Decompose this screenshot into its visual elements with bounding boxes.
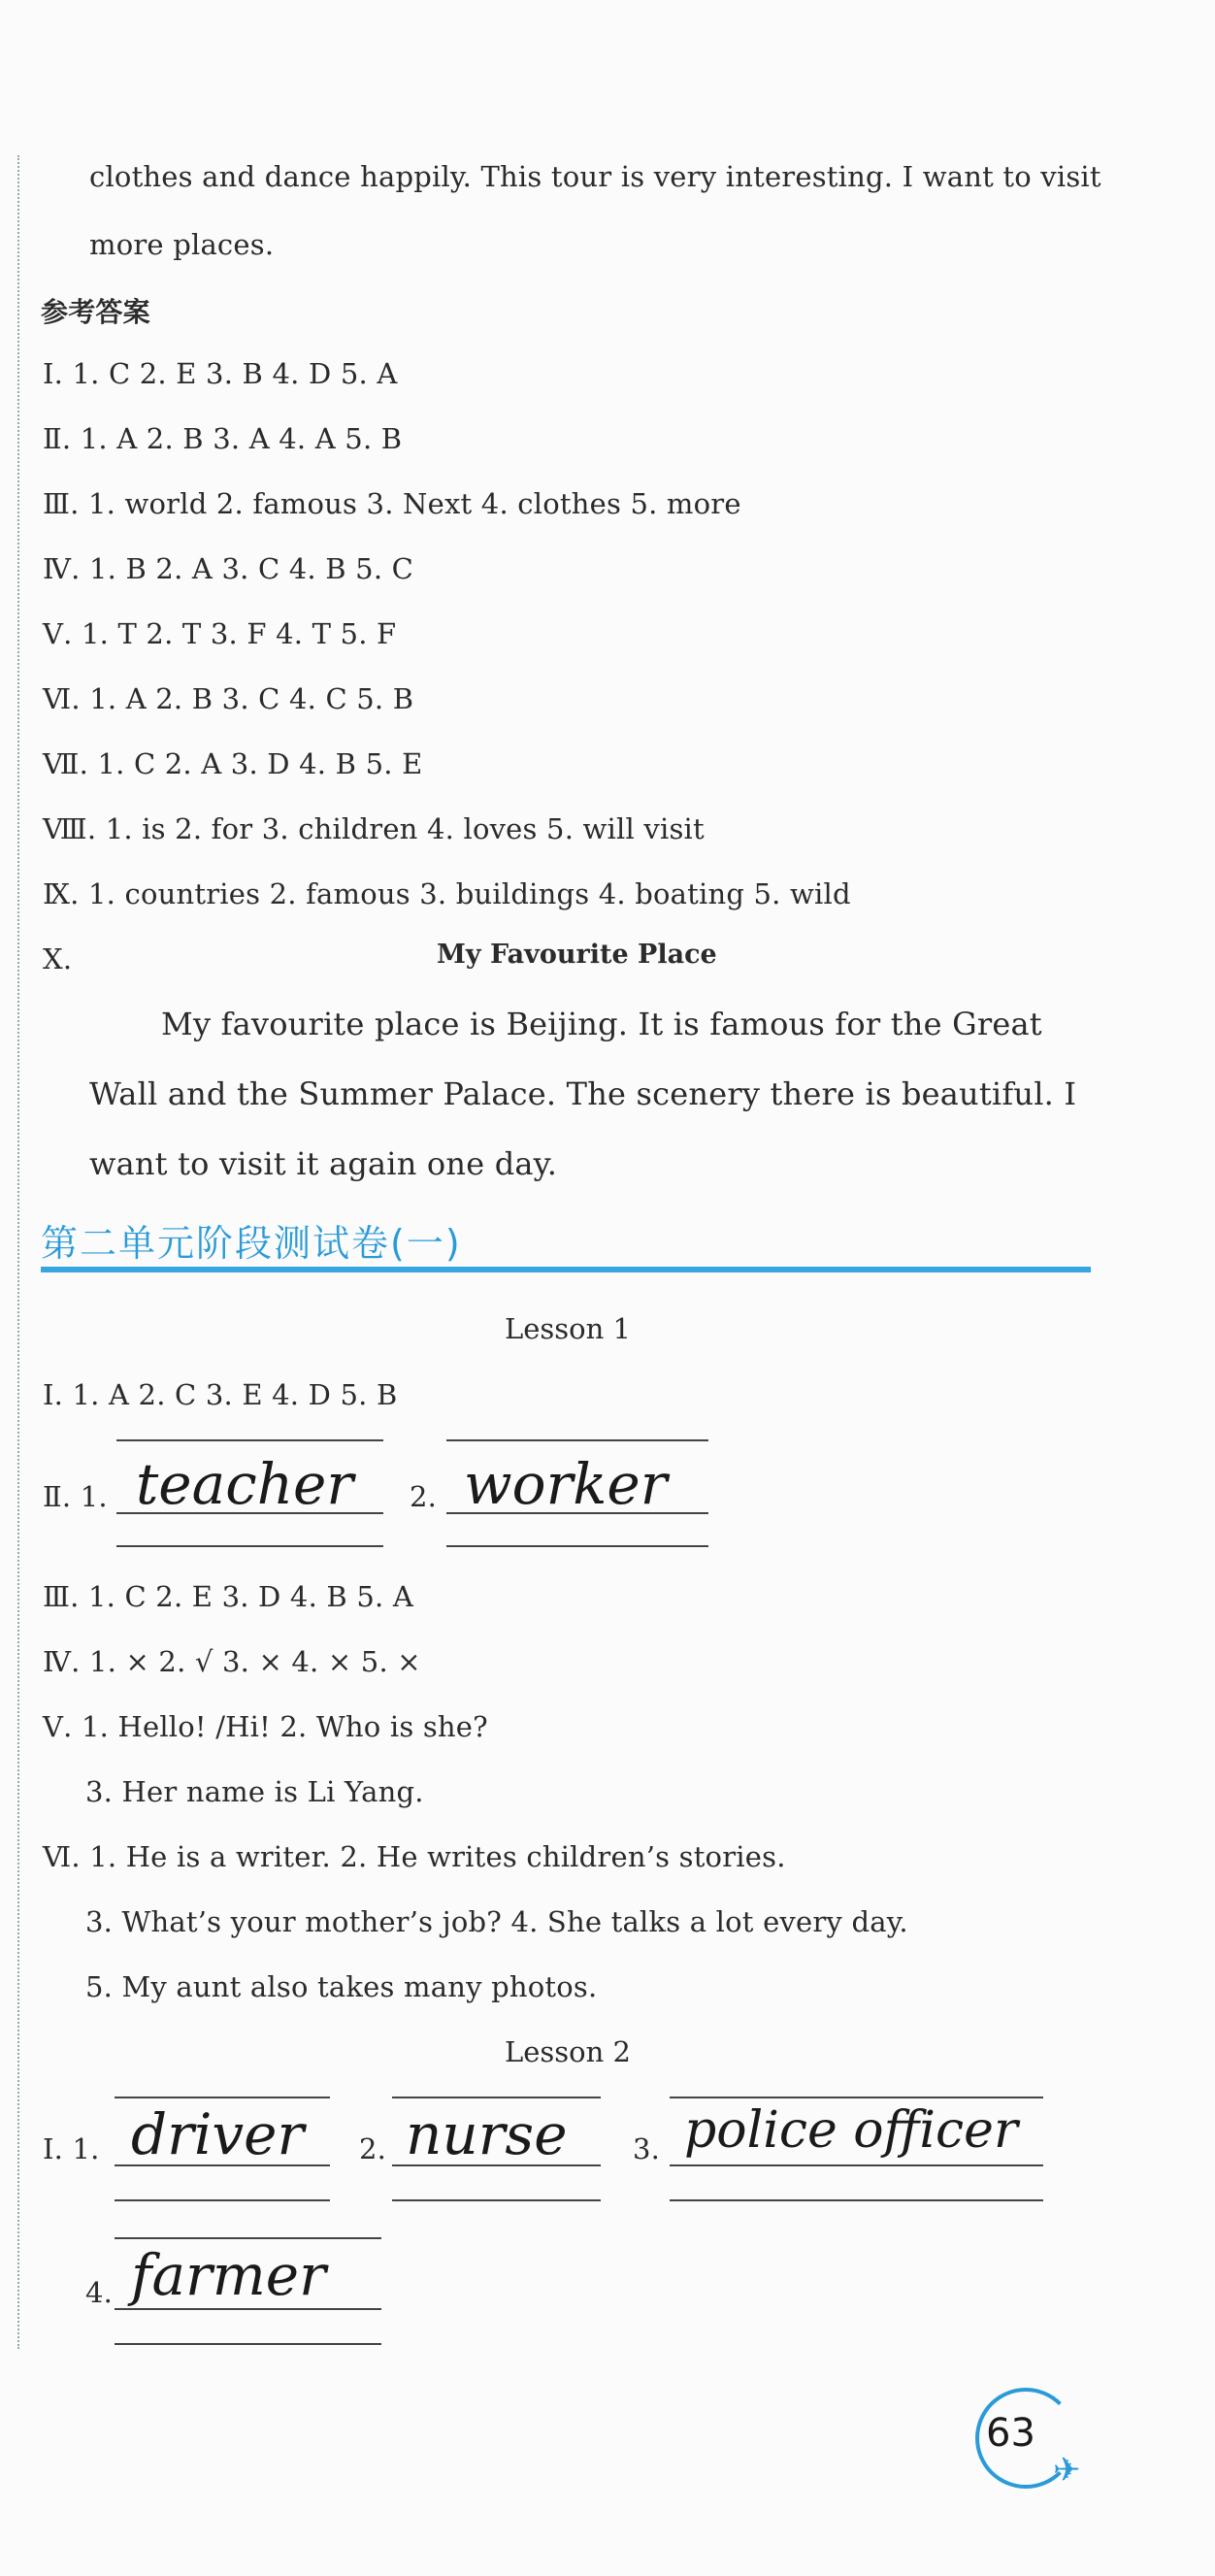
answers-heading: 参考答案: [41, 296, 150, 328]
essay-label: Ⅹ.: [43, 942, 73, 975]
essay-line-3: want to visit it again one day.: [89, 1145, 558, 1182]
writing-guide-line: [670, 2097, 1043, 2098]
binding-dotted-line: [17, 155, 19, 2349]
lesson-1-title: Lesson 1: [505, 1312, 631, 1345]
writing-guide-line: [446, 1439, 708, 1441]
writing-guide-line: [115, 2308, 381, 2310]
lesson1-q2-label-2: 2.: [410, 1480, 438, 1513]
writing-guide-line: [116, 1439, 383, 1441]
essay-line-2: Wall and the Summer Palace. The scenery there is beautiful. I: [89, 1075, 1077, 1112]
answer-row-6: Ⅵ. 1. A 2. B 3. C 4. C 5. B: [43, 682, 414, 715]
lesson2-label-2: 2.: [359, 2132, 387, 2165]
lesson1-q2-label: Ⅱ. 1.: [43, 1480, 108, 1513]
section-underline: [41, 1267, 1091, 1272]
writing-guide-line: [392, 2097, 601, 2098]
lesson1-q6-a: Ⅵ. 1. He is a writer. 2. He writes children’s stories.: [43, 1840, 786, 1873]
intro-line-1: clothes and dance happily. This tour is very interesting. I want to visit: [89, 160, 1101, 193]
answer-row-4: Ⅳ. 1. B 2. A 3. C 4. B 5. C: [43, 552, 414, 585]
writing-guide-line: [392, 2199, 601, 2201]
lesson1-q5-b: 3. Her name is Li Yang.: [85, 1775, 424, 1808]
handwritten-answer: teacher: [136, 1451, 354, 1517]
handwritten-answer: driver: [131, 2101, 305, 2167]
writing-guide-line: [670, 2164, 1043, 2166]
essay-title: My Favourite Place: [437, 940, 717, 970]
essay-line-1: My favourite place is Beijing. It is famous for the Great: [161, 1006, 1042, 1042]
lesson1-q1: Ⅰ. 1. A 2. C 3. E 4. D 5. B: [43, 1378, 398, 1411]
lesson1-q4: Ⅳ. 1. × 2. √ 3. × 4. × 5. ×: [43, 1645, 421, 1678]
handwritten-answer: worker: [464, 1451, 668, 1517]
answer-row-2: Ⅱ. 1. A 2. B 3. A 4. A 5. B: [43, 422, 403, 455]
handwritten-answer: police officer: [684, 2101, 1018, 2160]
answer-row-1: Ⅰ. 1. C 2. E 3. B 4. D 5. A: [43, 357, 398, 390]
lesson1-q5-a: Ⅴ. 1. Hello! /Hi! 2. Who is she?: [43, 1710, 488, 1743]
answer-row-9: Ⅸ. 1. countries 2. famous 3. buildings 4. boating 5. wild: [43, 877, 851, 910]
writing-guide-line: [115, 2097, 330, 2098]
intro-line-2: more places.: [89, 228, 275, 261]
answer-row-3: Ⅲ. 1. world 2. famous 3. Next 4. clothes 5. more: [43, 487, 741, 520]
handwritten-answer: farmer: [131, 2242, 326, 2308]
lesson1-q6-b: 3. What’s your mother’s job? 4. She talks a lot every day.: [85, 1905, 908, 1938]
lesson2-label-4: 4.: [85, 2276, 114, 2309]
answer-row-7: Ⅶ. 1. C 2. A 3. D 4. B 5. E: [43, 747, 423, 780]
answer-row-8: Ⅷ. 1. is 2. for 3. children 4. loves 5. will visit: [43, 812, 705, 845]
writing-guide-line: [116, 1545, 383, 1547]
writing-guide-line: [446, 1545, 708, 1547]
handwritten-answer: nurse: [406, 2101, 568, 2167]
airplane-icon: ✈: [1053, 2451, 1081, 2490]
lesson1-q6-c: 5. My aunt also takes many photos.: [85, 1970, 598, 2003]
answer-row-5: Ⅴ. 1. T 2. T 3. F 4. T 5. F: [43, 617, 397, 650]
lesson1-q3: Ⅲ. 1. C 2. E 3. D 4. B 5. A: [43, 1580, 413, 1613]
writing-guide-line: [115, 2343, 381, 2345]
section-title: 第二单元阶段测试卷(一): [41, 1222, 462, 1265]
writing-guide-line: [115, 2199, 330, 2201]
lesson-2-title: Lesson 2: [505, 2035, 631, 2068]
page-number: 63: [986, 2411, 1035, 2456]
writing-guide-line: [670, 2199, 1043, 2201]
lesson2-label-3: 3.: [633, 2132, 661, 2165]
lesson2-label-1: Ⅰ. 1.: [43, 2132, 100, 2165]
writing-guide-line: [115, 2237, 381, 2239]
